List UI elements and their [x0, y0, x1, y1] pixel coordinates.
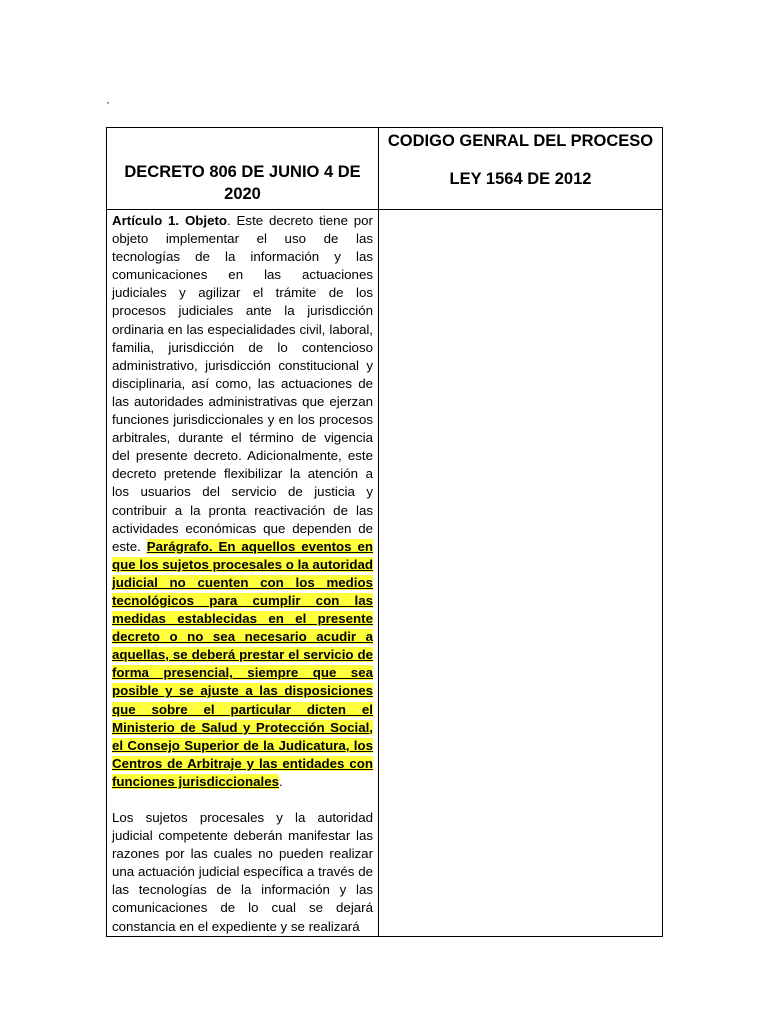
right-body-cell	[379, 210, 663, 937]
highlighted-paragraph: Parágrafo. En aquellos eventos en que los sujetos procesales o la autoridad judicial no cuenten con los medios tecnológicos para cumplir con las medidas establecidas en el presente decreto o no sea necesario acudir a aquellas, se deberá prestar el servicio de forma presencial, siempre que sea posible y se ajuste a las disposiciones que sobre el particular dicten el Ministerio de Salud y Protección Social, el Consejo Superior de la Judicatura, los Centros de Arbitraje y las entidades con funciones jurisdiccionales	[112, 538, 373, 789]
second-paragraph: Los sujetos procesales y la autoridad judicial competente deberán manifestar las razones por las cuales no pueden realizar una actuación judicial específica a través de las tecnologías de la información y las comunicaciones de lo cual se dejará constancia en el expediente y se realizará	[112, 810, 373, 934]
article-1-paragraph	[112, 212, 373, 791]
law-title: LEY 1564 DE 2012	[449, 170, 592, 188]
right-header-cell	[379, 128, 663, 210]
comparison-table	[106, 127, 663, 937]
decree-title: DECRETO 806 DE JUNIO 4 DE 2020	[124, 163, 361, 203]
code-title: CODIGO GENRAL DEL PROCESO	[387, 132, 654, 150]
header-row	[107, 128, 663, 210]
page-mark: ·	[106, 95, 110, 109]
body-row	[107, 210, 663, 937]
left-body-cell	[107, 210, 379, 937]
left-header-cell	[107, 128, 379, 210]
article-text: . Este decreto tiene por objeto implementar el uso de las tecnologías de la información y las comunicaciones en las actuaciones judiciales y agilizar el trámite de los procesos judiciales ante la jurisdicción ordinaria en las especialidades civil, laboral, familia, jurisdicción de lo contencioso administrativo, jurisdicción constitucional y disciplinaria, así como, las actuaciones de las autoridades administrativas que ejerzan funciones jurisdiccionales y en los procesos arbitrales, durante el término de vigencia del presente decreto. Adicionalmente, este decreto pretende flexibilizar la atención a los usuarios del servicio de justicia y contribuir a la pronta reactivación de las actividades económicas que dependen de este.	[112, 213, 373, 554]
article-title: Artículo 1. Objeto	[112, 213, 228, 228]
highlight-end: .	[279, 773, 283, 789]
